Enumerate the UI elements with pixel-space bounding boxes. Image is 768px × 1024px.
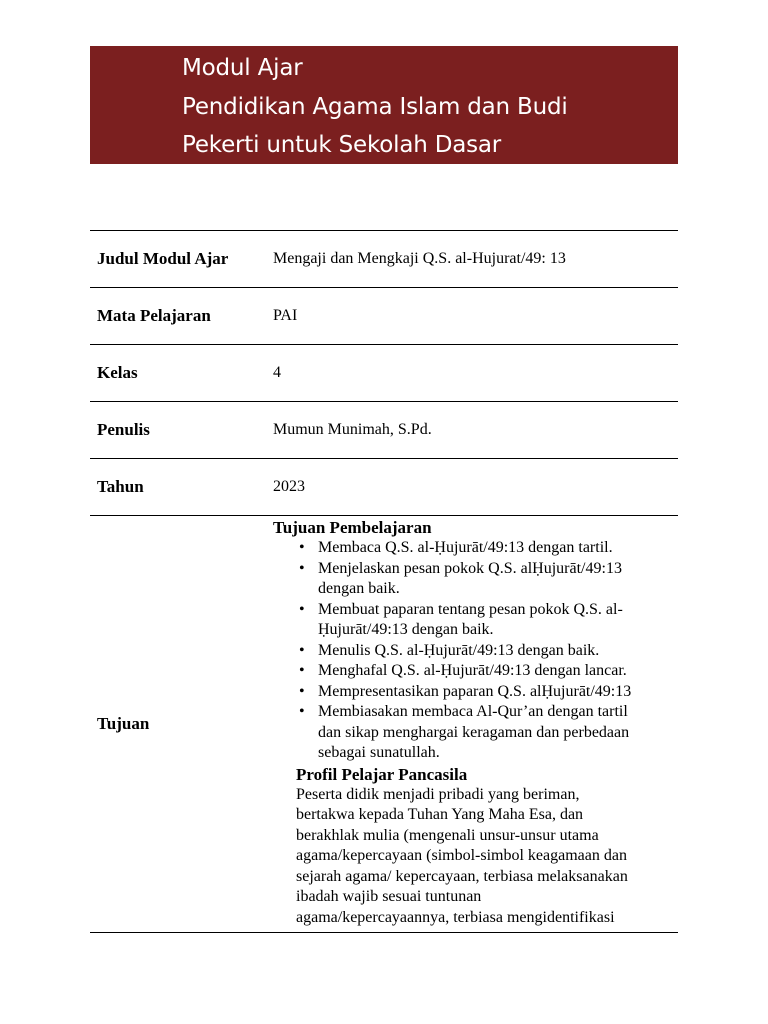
table-row-mata-pelajaran: [90, 288, 678, 345]
learning-goals-heading: Tujuan Pembelajaran: [273, 518, 432, 537]
profile-text: [296, 785, 656, 929]
table-row-tahun: [90, 459, 678, 516]
table-row-kelas: [90, 345, 678, 402]
row-value: Mengaji dan Mengkaji Q.S. al-Hujurat/49: 13: [273, 250, 566, 267]
row-label: Judul Modul Ajar: [97, 249, 229, 268]
pancasila-profile: [273, 764, 656, 929]
bullet-icon: •: [299, 662, 305, 679]
goal-line: Membaca Q.S. al-Ḥujurāt/49:13 dengan tartil.: [318, 539, 613, 556]
title-banner: [90, 46, 678, 164]
row-value: 4: [273, 364, 281, 381]
bullet-icon: •: [299, 539, 305, 556]
row-value: Mumun Munimah, S.Pd.: [273, 421, 432, 438]
table-row-penulis: [90, 402, 678, 459]
bullet-icon: •: [299, 682, 305, 700]
banner-title-line-1: Modul Ajar: [182, 55, 303, 81]
row-value: PAI: [273, 307, 298, 324]
bullet-icon: •: [299, 703, 305, 720]
profile-line: agama/kepercayaan (simbol-simbol keagamaan dan: [296, 847, 627, 864]
profile-line: ibadah wajib sesuai tuntunan: [296, 888, 482, 905]
list-item: [297, 600, 678, 641]
profile-line: bertakwa kepada Tuhan Yang Maha Esa, dan: [296, 806, 584, 823]
list-item: [297, 682, 678, 703]
learning-goals-list: [273, 538, 678, 764]
goal-line: Membuat paparan tentang pesan pokok Q.S. al-: [318, 600, 623, 618]
profile-line: agama/kepercayaannya, terbiasa mengidentifikasi: [296, 908, 615, 926]
list-item: [297, 641, 678, 662]
profile-heading: Profil Pelajar Pancasila: [296, 764, 468, 784]
profile-line: berakhlak mulia (mengenali unsur-unsur utama: [296, 826, 599, 844]
goal-line: Menulis Q.S. al-Ḥujurāt/49:13 dengan baik.: [318, 641, 600, 659]
profile-line: sejarah agama/ kepercayaan, terbiasa melaksanakan: [296, 867, 628, 885]
profile-line: Peserta didik menjadi pribadi yang beriman,: [296, 785, 580, 803]
row-label: Kelas: [97, 363, 138, 382]
banner-title-line-2: Pendidikan Agama Islam dan Budi: [182, 93, 568, 120]
row-label: Tujuan: [97, 714, 150, 733]
bullet-icon: •: [299, 559, 305, 577]
bullet-icon: •: [299, 641, 305, 659]
goal-line: sebagai sunatullah.: [318, 744, 440, 761]
goal-line: Menjelaskan pesan pokok Q.S. alḤujurāt/49:13: [318, 559, 622, 577]
goal-line: dengan baik.: [318, 580, 400, 597]
list-item: [297, 661, 678, 682]
banner-title-line-3: Pekerti untuk Sekolah Dasar: [182, 132, 502, 158]
list-item: [297, 538, 678, 559]
goal-line: dan sikap menghargai keragaman dan perbedaan: [318, 723, 630, 741]
module-info-table: [90, 230, 678, 933]
bullet-icon: •: [299, 600, 305, 618]
goal-line: Membiasakan membaca Al-Qur’an dengan tartil: [318, 703, 628, 720]
row-label: Tahun: [97, 477, 144, 496]
row-label: Mata Pelajaran: [97, 306, 211, 325]
row-label: Penulis: [97, 420, 150, 439]
goal-line: Menghafal Q.S. al-Ḥujurāt/49:13 dengan lancar.: [318, 662, 627, 679]
table-row-tujuan: [90, 516, 678, 933]
row-value: 2023: [273, 478, 305, 495]
tujuan-content: [273, 516, 678, 933]
goal-line: Ḥujurāt/49:13 dengan baik.: [318, 621, 494, 638]
list-item: [297, 559, 678, 600]
table-row-judul: [90, 231, 678, 288]
goal-line: Mempresentasikan paparan Q.S. alḤujurāt/49:13: [318, 682, 632, 700]
list-item: [297, 702, 678, 764]
